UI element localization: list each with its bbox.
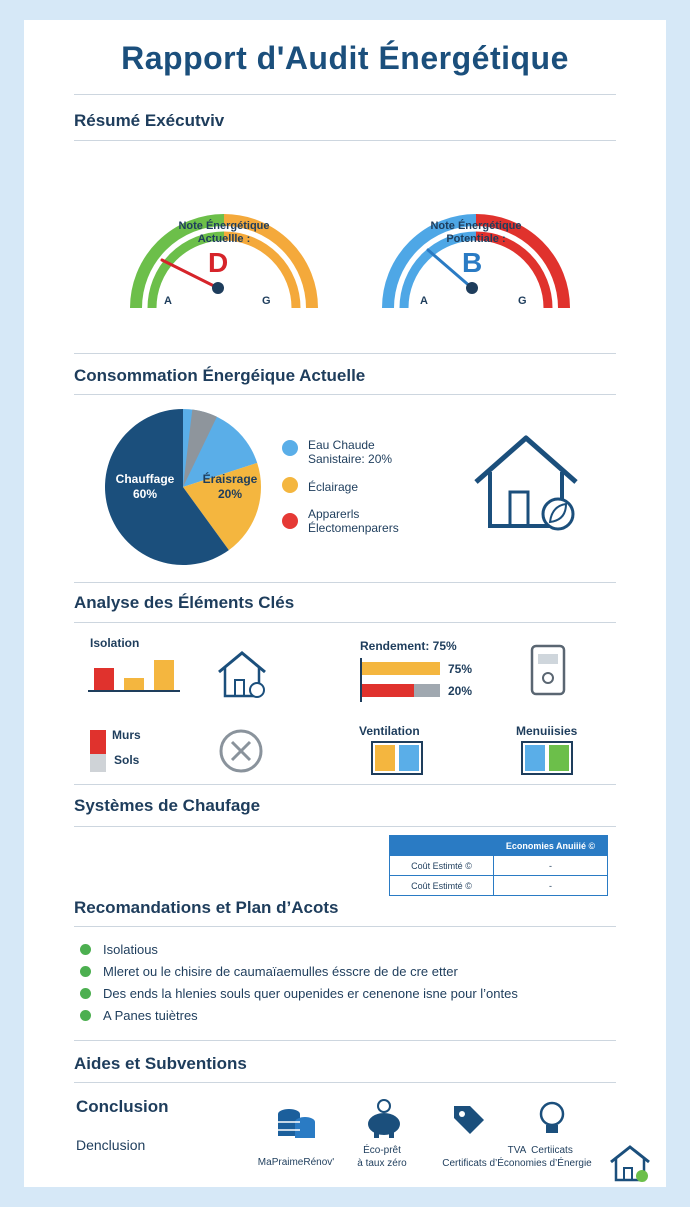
divider (74, 1082, 616, 1083)
section-title-analysis: Analyse des Éléments Clés (74, 593, 295, 612)
section-title-consumption: Consommation Énergéique Actuelle (74, 366, 366, 385)
section-title-conclusion: Conclusion (76, 1097, 169, 1116)
table-row: Coût Estimté © - (390, 856, 608, 876)
aid-maprimerenov: MaPraimeRénov' (257, 1157, 335, 1168)
divider (74, 353, 616, 354)
aid-tva-cee: TVA Certificats d’Économies d’Énergie (442, 1145, 592, 1169)
current-grade: D (208, 247, 229, 278)
cost-table-header: Economies Anuiiié © (494, 836, 608, 856)
list-item: Des ends la hlenies souls quer oupenides er cenenone isne pour l’ontes (80, 986, 518, 1001)
aid-eco-ptz: Éco-prêt à taux zéro (357, 1145, 407, 1169)
potential-grade: B (462, 247, 483, 278)
house-leaf-icon (470, 432, 582, 532)
divider (74, 94, 616, 95)
table-row: Coût Estimté © - (390, 876, 608, 896)
legend-appliances: Apparerls Électomenparers (308, 507, 399, 535)
efficiency-bars (358, 656, 444, 704)
price-tag-icon (448, 1100, 488, 1140)
current-rating-label: Note Énergétique Actuellle : (178, 220, 270, 245)
scale-max: G (262, 295, 271, 307)
section-title-aids: Aides et Subventions (74, 1054, 247, 1073)
legend-dot-hot-water (282, 440, 298, 456)
legend-dot-appliances (282, 513, 298, 529)
lightbulb-icon (534, 1098, 570, 1138)
efficiency-label: Rendement: 75% (360, 639, 457, 653)
section-title-recommendations: Recomandations et Plan d’Acots (74, 898, 339, 917)
section-title-summary: Résumé Exécutviv (74, 111, 225, 130)
divider (74, 1040, 616, 1041)
divider (74, 926, 616, 927)
cost-table (389, 835, 608, 896)
legend-hot-water: Eau Chaude Sanistaire: 20% (308, 438, 393, 466)
efficiency-bar2-value: 20% (448, 684, 473, 698)
efficiency-bar1-value: 75% (448, 662, 473, 676)
list-item: Mleret ou le chisire de caumaïaemulles ésscre de de cre etter (80, 964, 458, 979)
house-icon (216, 650, 268, 700)
ventilation-window-icon (370, 740, 424, 776)
boiler-icon (528, 642, 568, 698)
potential-rating-label: Note Énergétique Potentiale : (430, 220, 522, 245)
legend-lighting: Éclairage (308, 480, 359, 494)
piggy-bank-icon (364, 1098, 404, 1138)
pie-label-heating: Chauffage 60% (115, 472, 175, 501)
coins-icon (275, 1104, 317, 1144)
section-title-heating: Systèmes de Chaufage (74, 796, 261, 815)
ventilation-label: Ventilation (359, 724, 420, 738)
check-icon (80, 944, 91, 955)
report-title: Rapport d'Audit Énergétique (121, 40, 569, 76)
walls-label: Murs (112, 728, 141, 742)
check-icon (80, 966, 91, 977)
divider (74, 394, 616, 395)
windows-icon (520, 740, 574, 776)
scale-max: G (518, 295, 527, 307)
pie-label-lighting: Éraisrage 20% (202, 472, 258, 501)
divider (74, 784, 616, 785)
list-item: Isolatious (80, 942, 158, 957)
fan-off-icon (216, 726, 266, 776)
scale-min: A (420, 295, 428, 307)
aid-cee: Certiicats (531, 1145, 573, 1156)
check-icon (80, 1010, 91, 1021)
house-footer-icon (608, 1144, 652, 1182)
divider (74, 622, 616, 623)
scale-min: A (164, 295, 172, 307)
check-icon (80, 988, 91, 999)
floors-label: Sols (114, 753, 140, 767)
insulation-label: Isolation (90, 636, 140, 650)
windows-label: Menuiisies (516, 724, 578, 738)
divider (74, 582, 616, 583)
conclusion-text: Denclusion (76, 1137, 146, 1153)
walls-floors-bar (88, 728, 108, 774)
list-item: A Panes tuiètres (80, 1008, 198, 1023)
legend-dot-lighting (282, 477, 298, 493)
divider (74, 826, 616, 827)
cost-table-corner (390, 836, 494, 856)
insulation-bar-chart (88, 652, 182, 694)
divider (74, 140, 616, 141)
report-sheet (24, 20, 666, 1187)
